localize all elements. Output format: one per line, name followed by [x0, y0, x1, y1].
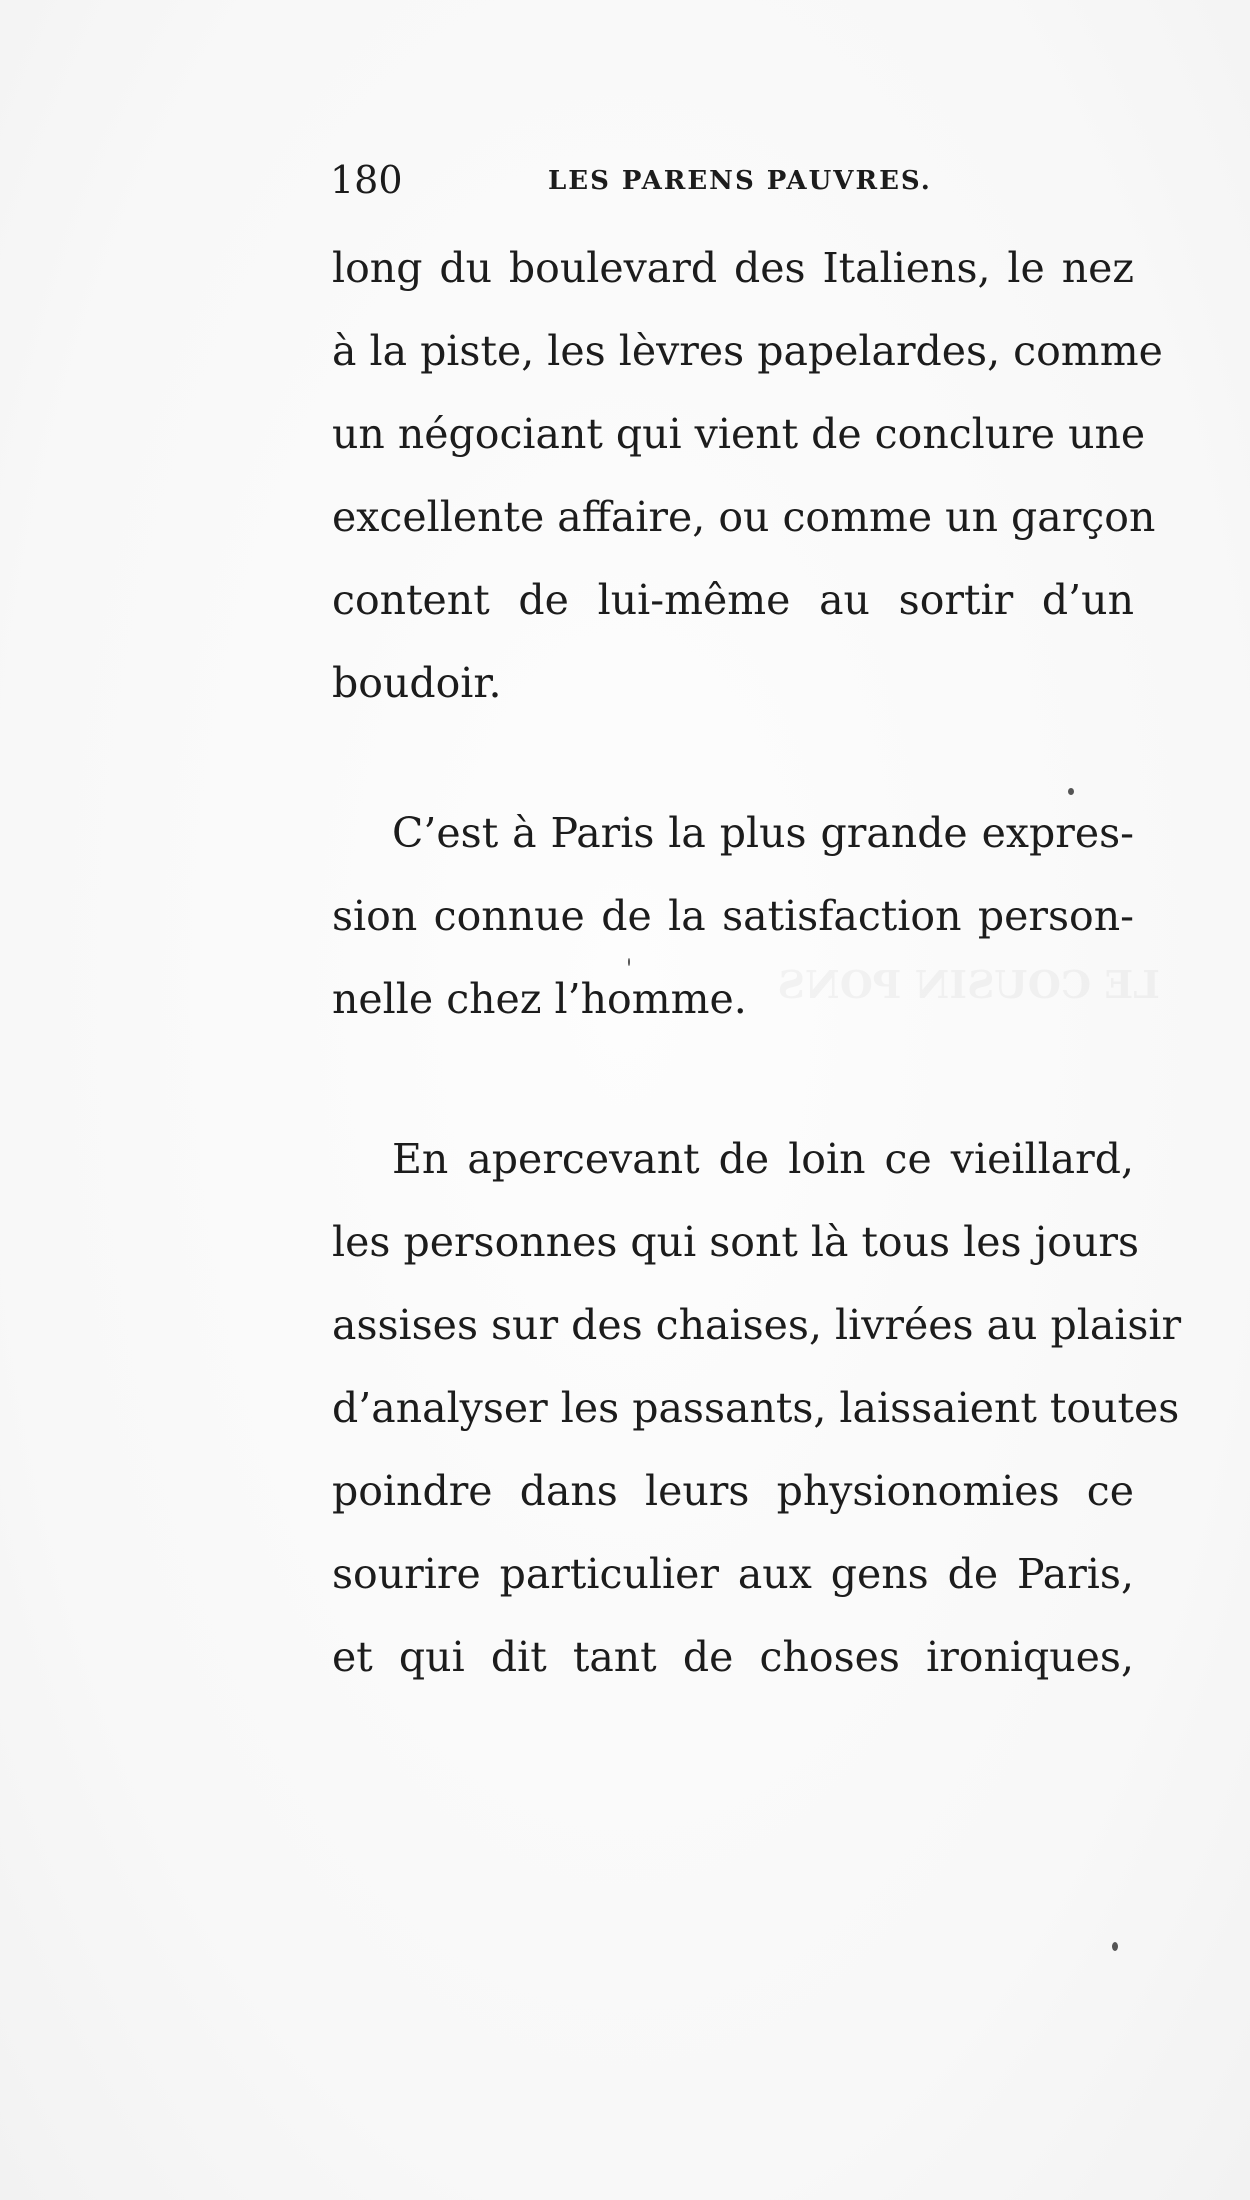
- text-line: les personnes qui sont là tous les jours: [332, 1218, 1139, 1266]
- running-title: LES PARENS PAUVRES.: [548, 166, 932, 196]
- text-line: excellente affaire, ou comme un garçon: [332, 493, 1156, 541]
- text-line: d’analyser les passants, laissaient toutes: [332, 1384, 1180, 1432]
- text-line: sourire particulier aux gens de Paris,: [332, 1550, 1134, 1598]
- text-line: un négociant qui vient de conclure une: [332, 410, 1146, 458]
- text-line: sion connue de la satisfaction person-: [332, 892, 1134, 940]
- text-line: content de lui-même au sortir d’un: [332, 576, 1134, 624]
- text-line: long du boulevard des Italiens, le nez: [332, 244, 1134, 292]
- text-line: à la piste, les lèvres papelardes, comme: [332, 327, 1163, 375]
- text-line: boudoir.: [332, 659, 502, 707]
- text-line: poindre dans leurs physionomies ce: [332, 1467, 1134, 1515]
- page-header: [330, 160, 1145, 200]
- ink-speck: [628, 958, 630, 966]
- text-line: et qui dit tant de choses ironiques,: [332, 1633, 1134, 1681]
- ink-speck: [1068, 788, 1074, 795]
- page-number: 180: [330, 158, 403, 202]
- ink-speck: [1112, 1942, 1118, 1951]
- text-line: nelle chez l’homme.: [332, 975, 747, 1023]
- text-line: C’est à Paris la plus grande expres-: [392, 809, 1134, 857]
- text-line: assises sur des chaises, livrées au plaisir: [332, 1301, 1182, 1349]
- text-line: En apercevant de loin ce vieillard,: [392, 1135, 1134, 1183]
